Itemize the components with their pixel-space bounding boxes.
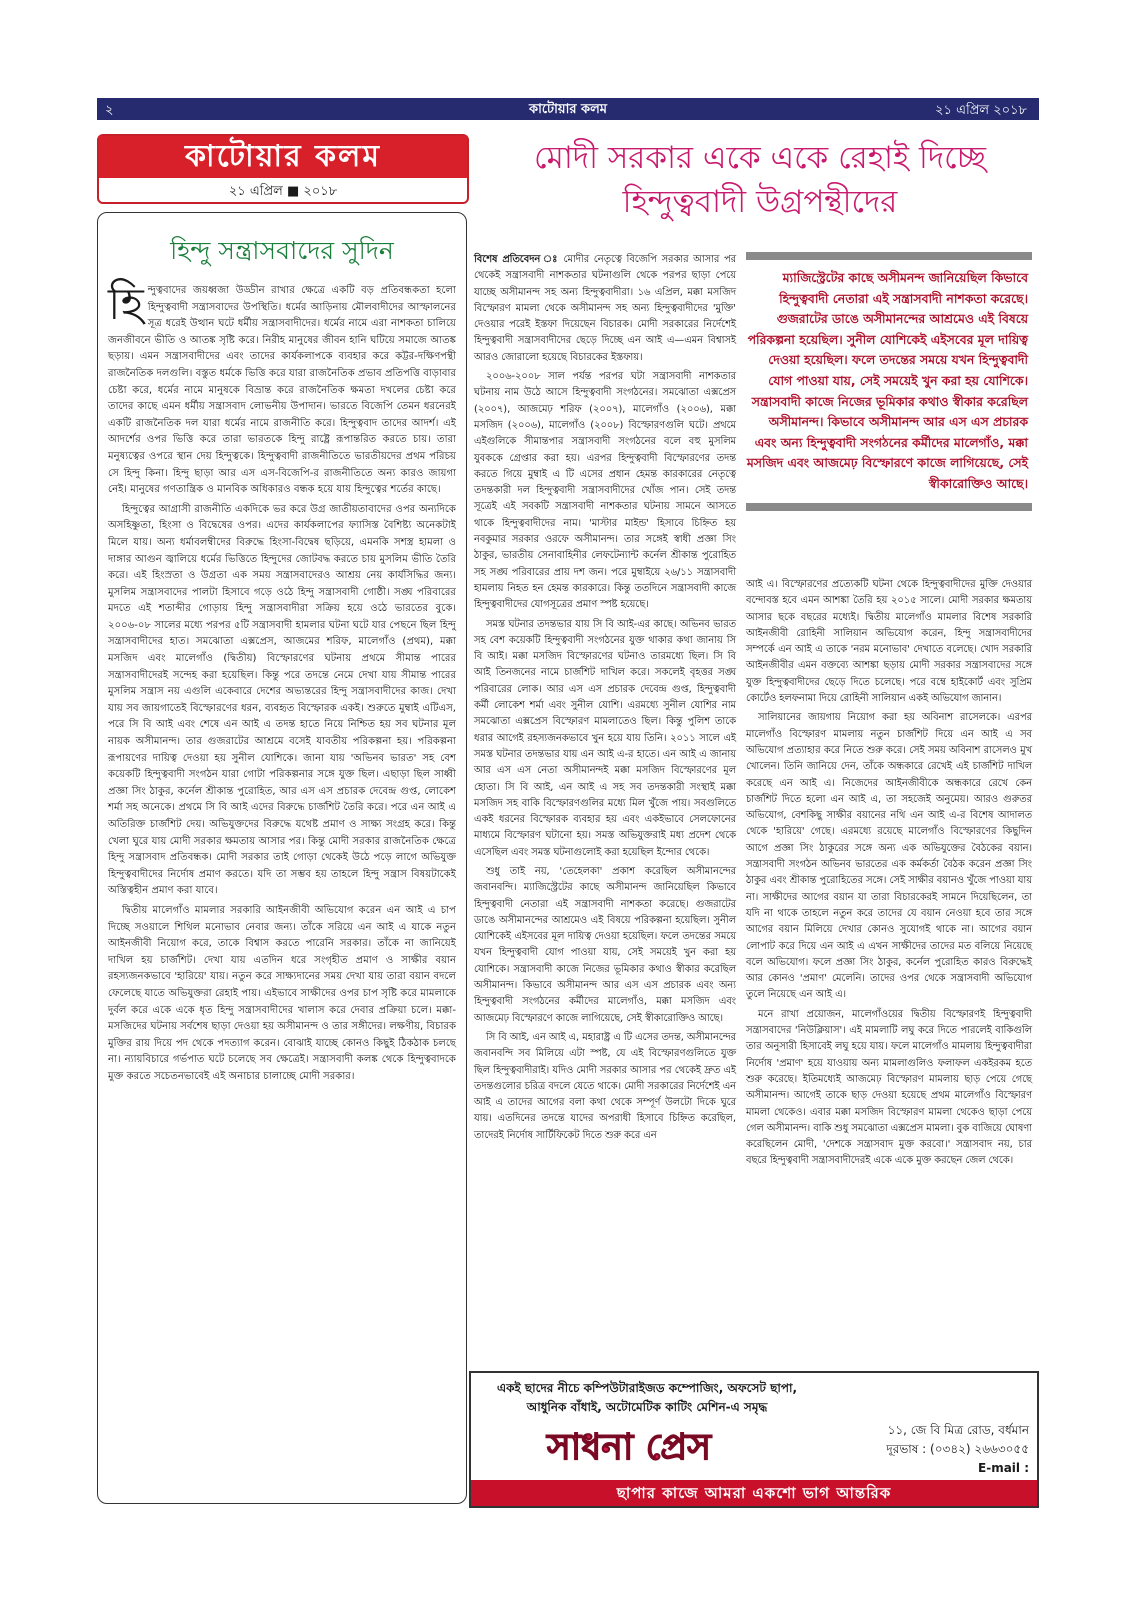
pull-quote-rule-top [746, 252, 1032, 260]
article-paragraph: সি বি আই, এন আই এ, মহারাষ্ট্র এ টি এসের তদন্ত, অসীমানন্দের জবানবন্দি সব মিলিয়ে এটা স্পষ্ট, যে এই বিস্ফোরণগুলিতে যুক্ত ছিল হিন্দুত্ববাদীরাই। যদিও মোদী সরকার আসার পর থেকেই দ্রুত এই তদন্তগুলোর চরিত্র বদলে যেতে থাকে। মোদী সরকারের নির্দেশেই এন আই এ তাদের আগের বলা কথা থেকে সম্পূর্ণ উলটো দিকে ঘুরে যায়। এতদিনের তদন্তে যাদের অপরাধী হিসাবে চিহ্নিত করেছিল, তাদেরই নির্দোষ সার্টিফিকেট দিতে শুরু করে এন [474, 1031, 736, 1141]
article-column-1 [474, 252, 736, 1147]
article-paragraph: মনে রাখা প্রয়োজন, মালেগাঁওয়ের দ্বিতীয় বিস্ফোরণই হিন্দুত্ববাদী সন্ত্রাসবাদের 'নিউক্লিয়াস'। এই মামলাটি লঘু করে দিতে পারলেই বাকিগুলি তার অনুসারী হিসাবেই লঘু হয়ে যায়। ফলে মালেগাঁও মামলায় হিন্দুত্ববাদীরা নির্দোষ 'প্রমাণ' হয়ে যাওয়ায় অন্য মামলাগুলিও ফলাফল একইরকম হতে শুরু করেছে। ইতিমধ্যেই আজমেঢ় বিস্ফোরণ মামলায় ছাড় পেয়ে গেছে অসীমানন্দ। আগেই তাকে ছাড় দেওয়া হয়েছে প্রথম মালেগাঁও বিস্ফোরণ মামলা থেকেও। এবার মক্কা মসজিদ বিস্ফোরণ মামলা থেকেও ছাড়া পেয়ে গেল অসীমানন্দ। বাকি শুধু সমঝোতা এক্সপ্রেস মামলা। বুক বাজিয়ে ঘোষণা করেছিলেন মোদী, 'দেশকে সন্ত্রাসবাদ মুক্ত করবো।' সন্ত্রাসবাদ নয়, চার বছরে হিন্দুত্ববাদী সন্ত্রাসবাদীদেরই একে একে মুক্ত করছেন জেল থেকে। [746, 1008, 1032, 1167]
pull-quote-text: ম্যাজিস্ট্রেটের কাছে অসীমনন্দ জানিয়েছিল কিভাবে হিন্দুত্ববাদী নেতারা এই সন্ত্রাসবাদী নাশকতা করেছে। গুজরাটের ডাঙে অসীমানন্দের আশ্রমেও এই বিষয়ে পরিকল্পনা হয়েছিল। সুনীল যোশিকেই এইসবের মূল দায়িত্ব দেওয়া হয়েছিল। ফলে তদন্তের সময়ে যখন হিন্দুত্ববাদী যোগ পাওয়া যায়, সেই সময়েই খুন করা হয় যোশিকে। সন্ত্রাসবাদী কাজে নিজের ভূমিকার কথাও স্বীকার করেছিল অসীমানন্দ। কিভাবে অসীমানন্দ আর এস এস প্রচারক এবং অন্য হিন্দুত্ববাদী সংগঠনের কর্মীদের মালেগাঁও, মক্কা মসজিদ এবং আজমেঢ় বিস্ফোরণে কাজে লাগিয়েছে, সেই স্বীকারোক্তিও আছে। [746, 270, 1028, 491]
ad-phone: দূরভাষ : (০৩৪২) ২৬৬৩০৫৫ [886, 1442, 1029, 1456]
masthead-title: কাটোয়ার কলম [99, 136, 467, 178]
headline-line-1: মোদী সরকার একে একে রেহাই দিচ্ছে [534, 140, 986, 176]
page-header-bar [97, 98, 1039, 120]
editorial-paragraph: দ্বিতীয় মালেগাঁও মামলার সরকারি আইনজীবী অভিযোগ করেন এন আই এ চাপ দিচ্ছে সওয়ালে শিথিল মনোভাব নেবার জন্য। তাঁকে সরিয়ে এন আই এ যাকে নতুন আইনজীবী নিয়োগ করে, তাকে বিশ্বাস করতে পারেনি সরকার। তাঁকে না জানিয়েই দাখিল হয় চার্জশিট। দেখা যায় এতদিন ধরে সংগৃহীত প্রমাণ ও সাক্ষীর বয়ান রহস্যজনকভাবে 'হারিয়ে' যায়। নতুন করে সাক্ষ্যদানের সময় দেখা যায় তারা বয়ান বদলে ফেলেছে যাতে অভিযুক্তরা রেহাই পায়। এইভাবে সাক্ষীদের ওপর চাপ সৃষ্টি করে মামলাকে দুর্বল করে একে একে ধৃত হিন্দু সন্ত্রাসবাদীদের খালাস করে দেবার প্রক্রিয়া চলে। মক্কা-মসজিদের ঘটনায় সর্বশেষ ছাড়া দেওয়া হয় অসীমানন্দ ও তার সঙ্গীদের। লক্ষণীয়, বিচারক মুক্তির রায় দিয়ে পদ থেকে পদত্যাগ করেন। বোঝাই যাচ্ছে কোনও কিছুই ঠিকঠাক চলছে না। ন্যায়বিচারে গর্ভপাত ঘটে চলেছে সব ক্ষেত্রেই। সন্ত্রাসবাদী কলঙ্ক থেকে হিন্দুত্ববাদকে মুক্ত করতে সচেতনভাবেই এই অনাচার চালাচ্ছে মোদী সরকার। [108, 904, 456, 1082]
editorial-dropcap: হি [108, 279, 144, 330]
article-paragraph [474, 252, 736, 366]
article-paragraph: সালিয়ানের জায়গায় নিয়োগ করা হয় অবিনাশ রাসেলকে। এরপর মালেগাঁও বিস্ফোরণ মামলায় নতুন চার্জশিট দিয়ে এন আই এ সব অভিযোগ প্রত্যাহার করে নিতে শুরু করে। সেই সময় অবিনাশ রাসেলও মুখ খোলেন। তিনি জানিয়ে দেন, তাঁকে অন্ধকারে রেখেই এই চার্জশিট দাখিল করেছে এন আই এ। নিজেদের আইনজীবীকে অন্ধকারে রেখে কেন চার্জশিট দিতে হলো এন আই এ, তা সহজেই অনুমেয়। আরও গুরুতর অভিযোগ, বেশকিছু সাক্ষীর বয়ানের নথি এন আই এ-র বিশেষ আদালত থেকে 'হারিয়ে' গেছে। এরমধ্যে রয়েছে মালেগাঁও বিস্ফোরণের কিছুদিন আগে প্রজ্ঞা সিং ঠাকুরের সঙ্গে অন্য এক অভিযুক্তের বৈঠকের বয়ান। সন্ত্রাসবাদী সংগঠন অভিনব ভারতের এক কর্মকর্তা বৈঠক করেন প্রজ্ঞা সিং ঠাকুর এবং শ্রীকান্ত পুরোহিতের সঙ্গে। সেই সাক্ষীর বয়ানও খুঁজে পাওয়া যায় না। সাক্ষীদের আগের বয়ান যা তারা বিচারকেরই সামনে দিয়েছিলেন, তা যদি না থাকে তাহলে নতুন করে তাদের যে বয়ান নেওয়া হবে তার সঙ্গে আগের বয়ান মিলিয়ে দেখার কোনও সুযোগই থাকে না। আগের বয়ান লোপাট করে দিয়ে এন আই এ এখন সাক্ষীদের তাদের মত বলিয়ে নিয়েছে বলে অভিযোগ। ফলে প্রজ্ঞা সিং ঠাকুর, কর্নেল পুরোহিত কারও বিরুদ্ধেই আর কোনও 'প্রমাণ' মেলেনি। তাদের ওপর থেকে সন্ত্রাসবাদী অভিযোগ তুলে নিয়েছে এন আই এ। [746, 712, 1032, 1001]
ad-address: ১১, জে বি মিত্র রোড, বর্ধমান [887, 1423, 1029, 1437]
ad-logo: সাধনা প্রেস [546, 1426, 712, 1468]
editorial-paragraph: হিন্দুত্বের আগ্রাসী রাজনীতি একদিকে ভর করে উগ্র জাতীয়তাবাদের ওপর অন্যদিকে অসহিষ্ণুতা, হিংসা ও বিদ্বেষের ওপর। এদের কার্যকলাপের ফ্যাসিস্ত বৈশিষ্ট্য অনেকটাই মিলে যায়। অন্য ধর্মাবলম্বীদের বিরুদ্ধে হিংসা-বিদ্বেষ ছড়িয়ে, এমনকি সশস্ত্র হামলা ও দাঙ্গার আগুন জ্বালিয়ে ধর্মের ভিত্তিতে হিন্দুদের জোটবদ্ধ করতে চায় মুসলিম ভীতি তৈরি করে। এই হিংস্রতা ও উগ্রতা এক সময় সন্ত্রাসবাদেরও আশ্রয় নেয় কার্যসিদ্ধির জন্য। মুসলিম সন্ত্রাসবাদের পালটা হিসাবে গড়ে ওঠে হিন্দু সন্ত্রাসবাদী গোষ্ঠী। সঙ্ঘ পরিবারের মদতে এই শতাব্দীর গোড়ায় হিন্দু সন্ত্রাসবাদীরা সক্রিয় হয়ে ওঠে ভারতের বুকে। ২০০৬-০৮ সালের মধ্যে পরপর ৫টি সন্ত্রাসবাদী হামলার ঘটনা ঘটে যার পেছনে ছিল হিন্দু সন্ত্রাসবাদীদের হাত। সমঝোতা এক্সপ্রেস, আজমের শরিফ, মালেগাঁও (প্রথম), মক্কা মসজিদ এবং মালেগাঁও (দ্বিতীয়) বিস্ফোরণের ঘটনায় প্রথমে সীমান্ত পারের সন্ত্রাসবাদীদেরই সন্দেহ করা হয়েছিল। কিন্তু পরে তদন্তে নেমে দেখা যায় সীমান্ত পারের মুসলিম সন্ত্রাস নয় এগুলি একেবারে দেশের অভ্যন্তরের হিন্দু সন্ত্রাসবাদীদের কাজ। দেখা যায় সব জায়গাতেই বিস্ফোরণের ধরন, ব্যবহৃত বিস্ফোরক একই। শুরুতে মুম্বাই এটিএস, পরে সি বি আই এবং শেষে এন আই এ তদন্ত হাতে নিয়ে নিশ্চিত হয় সব ঘটনার মূল নায়ক অসীমানন্দ। তার গুজরাটের আশ্রমে বসেই যাবতীয় পরিকল্পনা হয়। পরিকল্পনা রূপায়ণের দায়িত্ব দেওয়া হয় সুনীল যোশিকে। জানা যায় 'অভিনব ভারত' সহ বেশ কয়েকটি হিন্দুত্ববাদী সংগঠন যারা গোটা পরিকল্পনার সঙ্গে যুক্ত ছিল। এছাড়া ছিল সাধ্বী প্রজ্ঞা সিং ঠাকুর, কর্নেল শ্রীকান্ত পুরোহিত, আর এস এস প্রচারক দেবেন্দ্র গুপ্ত, লোকেশ শর্মা সহ অনেকে। প্রথমে সি বি আই এদের বিরুদ্ধে চার্জশিট তৈরি করে। পরে এন আই এ অতিরিক্ত চার্জশিট দেয়। অভিযুক্তদের বিরুদ্ধে যথেষ্ট প্রমাণ ও সাক্ষ্য সংগ্রহ করে। কিন্তু খেলা ঘুরে যায় মোদী সরকার ক্ষমতায় আসার পর। কিন্তু মোদী সরকার রাজনৈতিক ক্ষেত্রে হিন্দু সন্ত্রাসবাদ প্রতিবন্ধক। মোদী সরকার তাই গোড়া থেকেই উঠে পড়ে লাগে অভিযুক্ত হিন্দুত্ববাদীদের নির্দোষ প্রমাণ করতে। যদি তা সম্ভব হয় তাহলে হিন্দু সন্ত্রাস বিষয়টাকেই অস্তিত্বহীন প্রমাণ করা যাবে। [108, 503, 456, 897]
masthead [97, 134, 469, 204]
main-headline [480, 136, 1040, 224]
masthead-date: ২১ এপ্রিল ■ ২০১৮ [228, 184, 338, 199]
press-advertisement [469, 1371, 1039, 1508]
header-paper-name: কাটোয়ার কলম [528, 102, 608, 117]
ad-email: E-mail : [978, 1461, 1029, 1475]
header-date: ২১ এপ্রিল ২০১৮ [935, 103, 1027, 118]
article-paragraph: ২০০৬-২০০৮ সাল পর্যন্ত পরপর ঘটা সন্ত্রাসবাদী নাশকতার ঘটনায় নাম উঠে আসে হিন্দুত্ববাদী সংগঠনের। সমঝোতা এক্সপ্রেস (২০০৭), আজমেঢ় শরিফ (২০০৭), মালেগাঁও (২০০৬), মক্কা মসজিদ (২০০৬), মালেগাঁও (২০০৮) বিস্ফোরণগুলি ঘটে। প্রথমে এইগুলিকে সীমান্তপার সন্ত্রাসবাদী সংগঠনের বলে বহু মুসলিম যুবককে গ্রেপ্তার করা হয়। এরপর হিন্দুত্ববাদী বিস্ফোরণের তদন্ত করতে গিয়ে মুম্বাই এ টি এসের প্রধান হেমন্ত কারকারের নেতৃত্বে তদন্তকারী দল হিন্দুত্ববাদী সন্ত্রাসবাদীদের খোঁজ পান। সেই তদন্ত সূত্রেই এই সবকটি সন্ত্রাসবাদী নাশকতার ঘটনায় সামনে আসতে থাকে হিন্দুত্ববাদীদের নাম। 'মাস্টার মাইন্ড' হিসাবে চিহ্নিত হয় নবকুমার সরকার ওরফে অসীমানন্দ। তার সঙ্গেই স্বাধী প্রজ্ঞা সিং ঠাকুর, ভারতীয় সেনাবাহিনীর লেফটেন্যান্ট কর্নেল শ্রীকান্ত পুরোহিত সহ সঙ্ঘ পরিবারের প্রায় দশ জন। পরে মুম্বাইয়ে ২৬/১১ সন্ত্রাসবাদী হামলায় নিহত হন হেমন্ত কারকারে। কিন্তু ততদিনে সন্ত্রাসবাদী কাজে হিন্দুত্ববাদীদের যোগসূত্রের প্রমাণ স্পষ্ট হয়েছে। [474, 371, 736, 611]
ad-services-line-2: আধুনিক বাঁধাই, অটোমেটিক কাটিং মেশিন-এ সমৃদ্ধ [526, 1400, 768, 1414]
page-number: ২ [105, 103, 114, 118]
article-paragraph: শুধু তাই নয়, 'তেহেলকা' প্রকাশ করেছিল অসীমানন্দের জবানবন্দি। ম্যাজিস্ট্রেটের কাছে অসীমানন্দ জানিয়েছিল কিভাবে হিন্দুত্ববাদী নেতারা এই সন্ত্রাসবাদী নাশকতা করেছে। গুজরাটের ডাঙে অসীমানন্দের আশ্রমেও এই বিষয়ে পরিকল্পনা হয়েছিল। সুনীল যোশিকেই এইসবের মূল দায়িত্ব দেওয়া হয়েছিল। ফলে তদন্তের সময়ে যখন হিন্দুত্ববাদী যোগ পাওয়া যায়, সেই সময়েই খুন করা হয় যোশিকে। সন্ত্রাসবাদী কাজে নিজের ভূমিকার কথাও স্বীকার করেছিল অসীমানন্দ। কিভাবে অসীমানন্দ আর এস এস প্রচারক এবং অন্য হিন্দুত্ববাদী সংগঠনের কর্মীদের মালেগাঁও, মক্কা মসজিদ এবং আজমেঢ় বিস্ফোরণে কাজে লাগিয়েছে, সেই স্বীকারোক্তিও আছে। [474, 865, 736, 1024]
editorial-paragraph [108, 279, 456, 499]
pull-quote [746, 252, 1032, 511]
ad-services-line-1: একই ছাদের নীচে কম্পিউটারাইজড কম্পোজিং, অফসেট ছাপা, [496, 1381, 798, 1395]
ad-tagline: ছাপার কাজে আমরা একশো ভাগ আন্তরিক [471, 1480, 1037, 1506]
pull-quote-rule-bottom [746, 503, 1032, 511]
editorial-box [97, 212, 467, 1504]
editorial-paragraph-text: ন্দুত্ববাদের জয়ধ্বজা উড্ডীন রাখার ক্ষেত্রে একটি বড় প্রতিবন্ধকতা হলো হিন্দুত্ববাদী সন্ত্রাসবাদের উপস্থিতি। ধর্মের আড়িনায় মৌলবাদীদের আস্ফালনের সূত্র ধরেই উত্থান ঘটে ধর্মীয় সন্ত্রাসবাদীদের। ধর্মের নামে এরা নাশকতা চালিয়ে জনজীবনে ভীতি ও আতঙ্ক সৃষ্টি করে। নিরীহ মানুষের জীবন হানি ঘটিয়ে সমাজে আতঙ্ক ছড়ায়। এমন সন্ত্রাসবাদীদের এবং তাদের কার্যকলাপকে ব্যবহার করে কট্টর-দক্ষিণপন্থী রাজনৈতিক দলগুলি। বস্তুত ধর্মকে ভিত্তি করে যারা রাজনৈতিক প্রভাব প্রতিপত্তি বাড়াবার চেষ্টা করে, ধর্মের নামে মানুষকে বিভ্রান্ত করে রাজনৈতিক ক্ষমতা দখলের চেষ্টা করে তাদের কাছে এমন ধর্মীয় সন্ত্রাসবাদ লোভনীয় উপাদান। ভারতে বিজেপি তেমন ধরনেরই একটি রাজনৈতিক দল যারা ধর্মের নামে রাজনীতি করে। হিন্দুত্ববাদ তাদের আদর্শ। এই আদর্শের ওপর ভিত্তি করে তারা ভারতকে হিন্দু রাষ্ট্রে রূপান্তরিত করতে চায়। তারা মনুষ্যত্বের ওপরে স্থান দেয় হিন্দুত্বকে। হিন্দুত্ববাদী রাজনীতিতে ভারতীয়দের প্রথম পরিচয় সে হিন্দু কিনা। হিন্দু ছাড়া আর এস এস-বিজেপি-র রাজনীতিতে অন্য কারও জায়গা নেই। মানুষের গণতান্ত্রিক ও মানবিক অধিকারও বন্ধক হয়ে যায় হিন্দুত্বের শর্তের কাছে। [108, 285, 456, 496]
article-tag: বিশেষ প্রতিবেদন ঃ [474, 254, 559, 265]
editorial-body [108, 279, 456, 1089]
article-paragraph: আই এ। বিস্ফোরণের প্রত্যেকটি ঘটনা থেকে হিন্দুত্ববাদীদের মুক্তি দেওয়ার বন্দোবস্ত হবে এমন আশঙ্কা তৈরি হয় ২০১৫ সালে। মোদী সরকার ক্ষমতায় আসার ছকে বছরের মধ্যেই। দ্বিতীয় মালেগাঁও মামলার বিশেষ সরকারি আইনজীবী রোহিনী সালিয়ান অভিযোগ করেন, হিন্দু সন্ত্রাসবাদীদের সম্পর্কে এন আই এ তাকে 'নরম মনোভাব' দেখাতে বলেছে। খোদ সরকারি আইনজীবীর এমন বক্তব্যে আশঙ্কা ছড়ায় মোদী সরকার সন্ত্রাসবাদের সঙ্গে যুক্ত হিন্দুত্ববাদীদের ছেড়ে দিতে চলেছে। পরে বম্বে হাইকোর্ট এবং সুপ্রিম কোর্টেও হলফনামা দিয়ে রোহিনী সালিয়ান একই অভিযোগ জানান। [746, 579, 1032, 705]
editorial-title: হিন্দু সন্ত্রাসবাদের সুদিন [170, 236, 394, 265]
article-column-2 [746, 577, 1032, 1173]
article-paragraph: সমস্ত ঘটনার তদন্তভার যায় সি বি আই-এর কাছে। অভিনব ভারত সহ বেশ কয়েকটি হিন্দুত্ববাদী সংগঠনের যুক্ত থাকার কথা জানায় সি বি আই। মক্কা মসজিদ বিস্ফোরণের ঘটনাও তারমধ্যে ছিল। সি বি আই তিনজনের নামে চার্জশিট দাখিল করে। সকলেই বৃহত্তর সঙ্ঘ পরিবারের লোক। আর এস এস প্রচারক দেবেন্দ্র গুপ্ত, হিন্দুত্ববাদী কর্মী লোকেশ শর্মা এবং সুনীল যোশি। এরমধ্যে সুনীল যোশির নাম সমঝোতা এক্সপ্রেস বিস্ফোরণ মামলাতেও ছিল। কিন্তু পুলিশ তাকে ধরার আগেই রহস্যজনকভাবে খুন হয়ে যায় তিনি। ২০১১ সালে এই সমস্ত ঘটনার তদন্তভার যায় এন আই এ-র হাতে। এন আই এ জানায় আর এস এস নেতা অসীমানন্দই মক্কা মসজিদ বিস্ফোরণের মূল হোতা। সি বি আই, এন আই এ সহ সব তদন্তকারী সংস্থাই মক্কা মসজিদ সহ বাকি বিস্ফোরণগুলির মধ্যে মিল খুঁজে পায়। সবগুলিতে একই ধরনের বিস্ফোরক ব্যবহার হয় এবং একইভাবে সেলফোনের মাধ্যমে বিস্ফোরণ ঘটানো হয়। সমস্ত অভিযুক্তরাই মধ্য প্রদেশ থেকে এসেছিল এবং সমস্ত ঘটনাগুলোই করা হয়েছিল ইন্দোর থেকে। [474, 618, 736, 858]
ad-services [477, 1379, 817, 1417]
headline-line-2: হিন্দুত্ববাদী উগ্রপন্থীদের [622, 184, 898, 220]
article-paragraph-text: মোদীর নেতৃত্বে বিজেপি সরকার আসার পর থেকেই সন্ত্রাসবাদী নাশকতার ঘটনাগুলি থেকে পরপর ছাড়া পেয়ে যাচ্ছে অসীমানন্দ সহ অন্য হিন্দুত্ববাদীরা। ১৬ এপ্রিল, মক্কা মসজিদ বিস্ফোরণ মামলা থেকে অসীমানন্দ সহ অন্য হিন্দুত্ববাদীদের 'মুক্তি' দেওয়ার পরেই ইস্তফা দিয়েছেন বিচারক। মোদী সরকারের নির্দেশেই হিন্দুত্ববাদী সন্ত্রাসবাদীদের ছেড়ে দিচ্ছে এন আই এ—এমন বিশ্বাসই আরও জোরালো হয়েছে বিচারকের ইস্তফায়। [474, 254, 737, 363]
